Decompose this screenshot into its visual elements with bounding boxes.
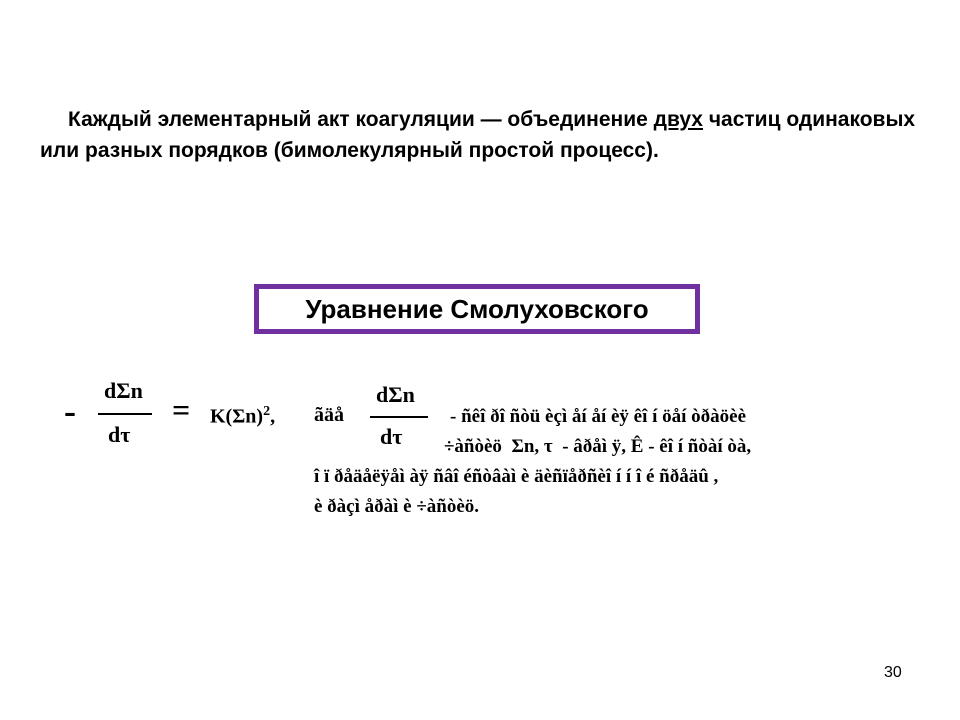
fraction2-denominator: dτ: [380, 424, 403, 449]
fraction2-bar: [370, 416, 428, 418]
intro-text-part2: частиц одинаковых или разных порядков (бимолекулярный простой процесс).: [40, 108, 916, 162]
rhs-exponent: 2: [263, 404, 271, 419]
fraction-bar: [98, 413, 152, 415]
intro-text-part1: Каждый элементарный акт коагуляции — объединение: [68, 108, 654, 131]
rhs-expression: $K(\Sigma n)^2$,: [210, 404, 276, 428]
page-number: 30: [884, 664, 902, 681]
where-word: ãäå: [314, 404, 344, 426]
legend-line-2: ÷àñòèö Σn, τ - âðåì ÿ, Ê - êî í ñòàí òà,: [444, 436, 752, 457]
legend-line-3: î ï ðåäåëÿåì àÿ ñâî éñòâàì è äèñïåðñèî í í î é ñðåäû ,: [314, 466, 719, 487]
minus-sign: -: [64, 391, 76, 431]
equation-title: Уравнение Смолуховского: [305, 293, 649, 324]
equation-title-box: [254, 284, 700, 334]
fraction-denominator: dτ: [108, 422, 131, 447]
intro-underlined-word: двух: [653, 108, 703, 131]
intro-paragraph: [40, 104, 920, 166]
fraction2-numerator: dΣn: [376, 382, 415, 407]
fraction-numerator: dΣn: [104, 378, 143, 403]
legend-line-1: - ñêî ðî ñòü èçì åí åí èÿ êî í öåí òðàöèè: [450, 406, 747, 427]
equals-sign: =: [172, 392, 191, 428]
legend-line-4: è ðàçì åðàì è ÷àñòèö.: [314, 496, 480, 517]
